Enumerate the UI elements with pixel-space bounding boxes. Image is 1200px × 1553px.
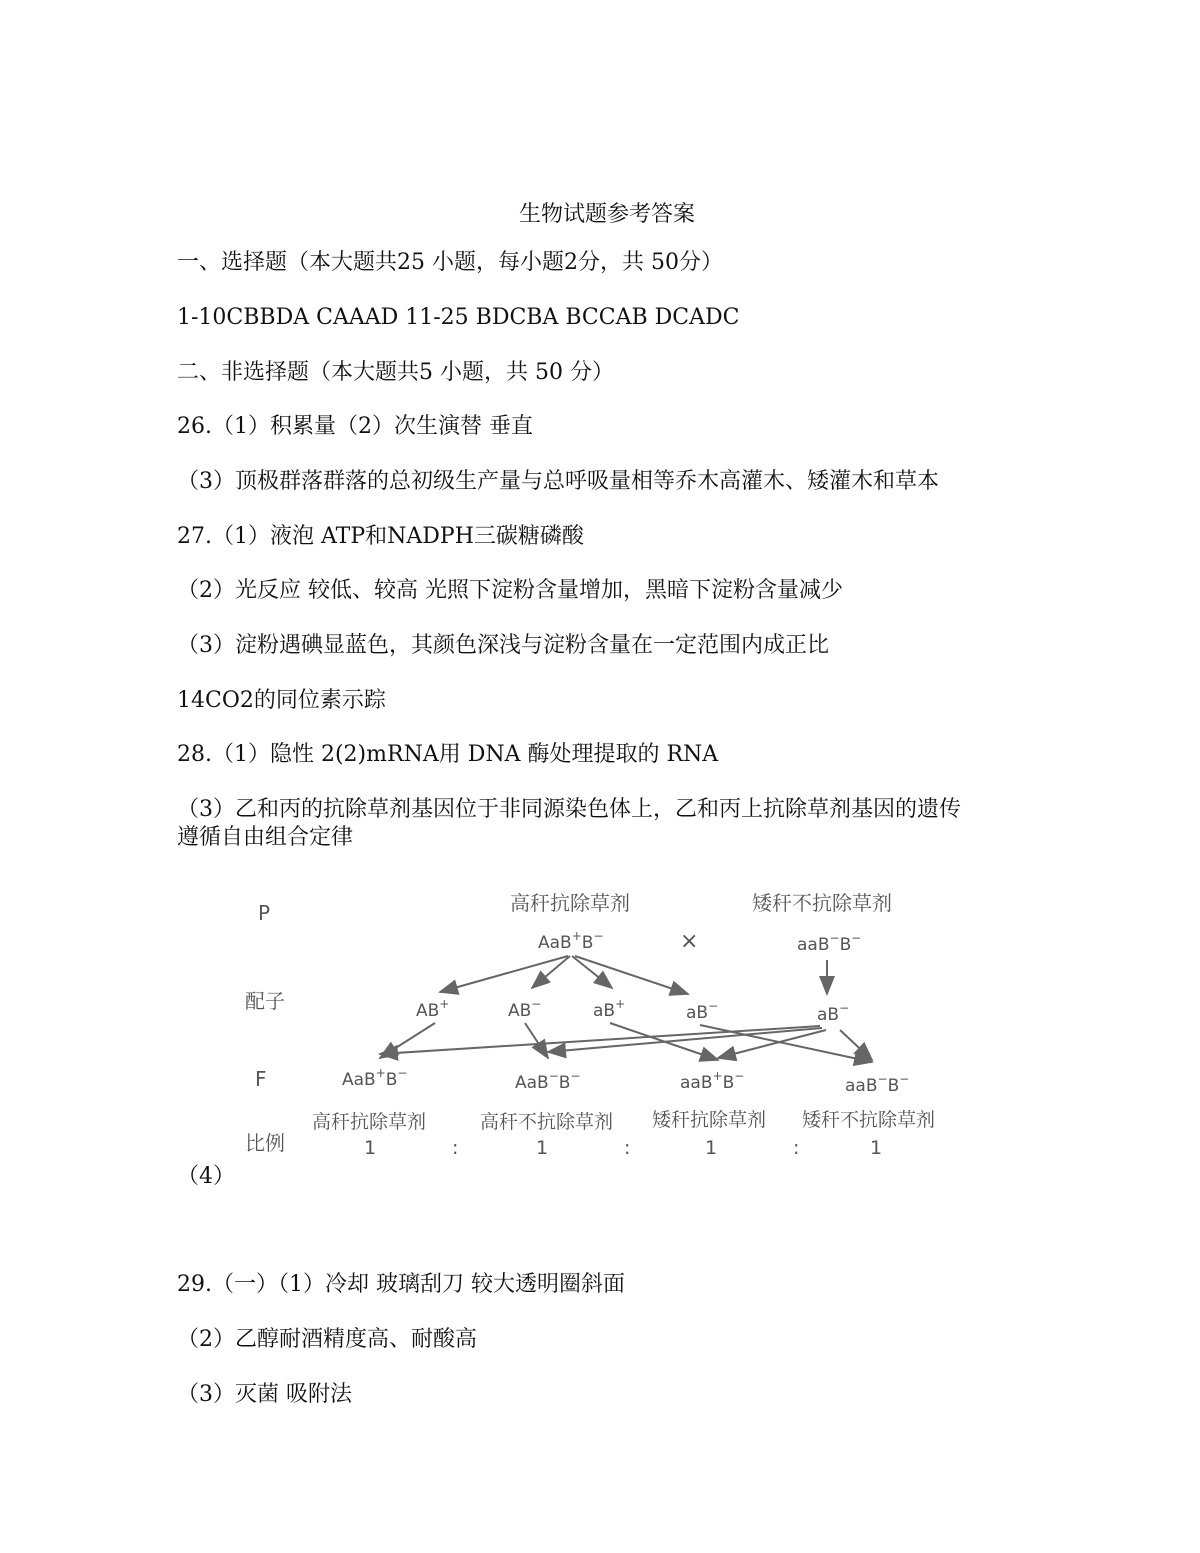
answer-28-3-line1: （3）乙和丙的抗除草剂基因位于非同源染色体上，乙和丙上抗除草剂基因的遗传 (177, 797, 961, 822)
answer-27-3: （3）淀粉遇碘显蓝色，其颜色深浅与淀粉含量在一定范围内成正比 (177, 633, 829, 658)
answer-27-1: 27.（1）液泡 ATP和NADPH三碳糖磷酸 (177, 524, 584, 549)
answer-27-4: 14CO2的同位素示踪 (177, 688, 386, 713)
offspring-phenotype-4: 矮秆不抗除草剂 (802, 1109, 936, 1131)
cross-symbol: × (680, 929, 699, 954)
answer-28-4: （4） (177, 1164, 235, 1189)
ratio-sep-3: : (793, 1137, 800, 1159)
answer-29-2: （2）乙醇耐酒精度高、耐酸高 (177, 1327, 477, 1352)
offspring-2: AaB−B− (515, 1069, 581, 1093)
offspring-phenotype-2: 高秆不抗除草剂 (480, 1111, 614, 1133)
answer-26-1: 26.（1）积累量（2）次生演替 垂直 (177, 414, 533, 439)
offspring-1: AaB+B− (342, 1066, 408, 1090)
gamete-3: aB+ (593, 997, 626, 1021)
parent-to-gamete-arrows (440, 956, 827, 994)
page-title: 生物试题参考答案 (518, 202, 695, 227)
genetic-cross-diagram (230, 880, 970, 1180)
answer-27-2: （2）光反应 较低、较高 光照下淀粉含量增加，黑暗下淀粉含量减少 (177, 578, 843, 603)
gamete-1: AB+ (416, 997, 450, 1021)
parent2-genotype: aaB−B− (797, 931, 862, 955)
ratio-3: 1 (705, 1137, 718, 1159)
ratio-sep-2: : (624, 1137, 631, 1159)
gamete-to-offspring-arrows (380, 1023, 872, 1062)
genetic-cross-svg (230, 880, 970, 1180)
gamete-5: aB− (817, 1001, 850, 1025)
gamete-2: AB− (508, 997, 542, 1021)
answer-29-3: （3）灭菌 吸附法 (177, 1382, 352, 1407)
gamete-4: aB− (686, 999, 719, 1023)
answer-28-1: 28.（1）隐性 2(2)mRNA用 DNA 酶处理提取的 RNA (177, 742, 719, 767)
offspring-4: aaB−B− (845, 1072, 910, 1096)
offspring-3: aaB+B− (680, 1069, 745, 1093)
ratio-4: 1 (870, 1137, 883, 1159)
ratio-sep-1: : (452, 1137, 459, 1159)
ratio-1: 1 (364, 1137, 377, 1159)
offspring-phenotype-1: 高秆抗除草剂 (312, 1111, 427, 1133)
row-label-p: P (258, 901, 271, 925)
answer-29-1: 29.（一）（1）冷却 玻璃刮刀 较大透明圈斜面 (177, 1272, 625, 1297)
answer-28-3-line2: 遵循自由组合定律 (177, 825, 354, 850)
parent1-phenotype: 高秆抗除草剂 (510, 891, 630, 915)
parent2-phenotype: 矮秆不抗除草剂 (752, 891, 892, 915)
section-2-heading: 二、非选择题（本大题共5 小题，共 50 分） (177, 360, 614, 385)
section-1-heading: 一、选择题（本大题共25 小题，每小题2分，共 50分） (177, 250, 723, 275)
answer-key-mc: 1-10CBBDA CAAAD 11-25 BDCBA BCCAB DCADC (177, 305, 740, 330)
row-label-gametes: 配子 (245, 989, 285, 1013)
answer-26-3: （3）顶极群落群落的总初级生产量与总呼吸量相等乔木高灌木、矮灌木和草本 (177, 469, 939, 494)
row-label-ratio: 比例 (245, 1131, 285, 1155)
row-label-f: F (255, 1067, 267, 1091)
parent1-genotype: AaB+B− (538, 929, 604, 953)
ratio-2: 1 (536, 1137, 549, 1159)
offspring-phenotype-3: 矮秆抗除草剂 (652, 1109, 767, 1131)
